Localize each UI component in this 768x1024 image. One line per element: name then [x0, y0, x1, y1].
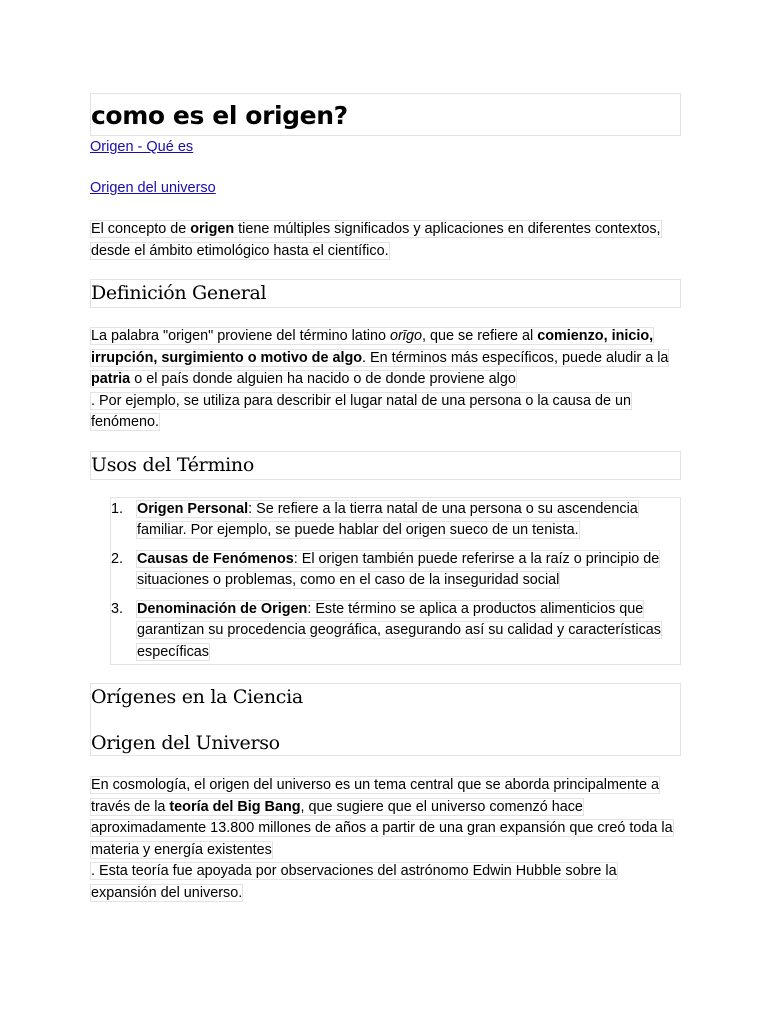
universo-paragraph — [90, 775, 681, 904]
definicion-text-cont: . Por ejemplo, se utiliza para describir el lugar natal de una persona o la causa de un fenómeno. — [91, 392, 631, 430]
list-item — [111, 499, 680, 542]
heading-ciencia: Orígenes en la Ciencia — [91, 686, 303, 708]
list-number: 3. — [111, 600, 124, 617]
list-number: 1. — [111, 500, 124, 517]
link-origen-que-es[interactable]: Origen - Qué es — [90, 139, 194, 155]
list-item-text: Denominación de Origen: Este término se aplica a productos alimenticios que garantizan su procedencia geográfica, asegurando así su calidad y características específicas — [137, 600, 661, 660]
heading-definicion-box — [90, 279, 681, 308]
intro-paragraph — [90, 219, 681, 262]
definicion-paragraph — [90, 326, 681, 434]
list-item-text: Origen Personal: Se refiere a la tierra natal de una persona o su ascendencia familiar. Por ejemplo, se puede hablar del origen sueco de un tenista. — [137, 500, 638, 538]
heading-universo: Origen del Universo — [91, 732, 280, 754]
heading-ciencia-box — [90, 683, 681, 756]
title-box — [90, 93, 681, 136]
list-item — [111, 599, 680, 664]
definicion-text: La palabra "origen" proviene del término latino orīgo, que se refiere al comienzo, inicio, irrupción, surgimiento o motivo de algo. En términos más específicos, puede aludir a la patria o el país donde alguien ha nacido o de donde proviene algo — [91, 328, 669, 387]
intro-text: El concepto de origen tiene múltiples significados y aplicaciones en diferentes contextos, desde el ámbito etimológico hasta el científico. — [91, 221, 661, 259]
list-number: 2. — [111, 550, 124, 567]
document-page — [90, 93, 681, 904]
uses-list — [110, 497, 681, 666]
universo-text-cont: . Esta teoría fue apoyada por observaciones del astrónomo Edwin Hubble sobre la expansión del universo. — [91, 863, 617, 901]
heading-usos-box — [90, 451, 681, 480]
universo-text: En cosmología, el origen del universo es un tema central que se aborda principalmente a través de la teoría del Big Bang, que sugiere que el universo comenzó hace aproximadamente 13.800 millones de años a partir de una gran expansión que creó toda la materia y energía existentes — [91, 777, 673, 858]
heading-definicion: Definición General — [91, 282, 267, 304]
heading-usos: Usos del Término — [91, 453, 255, 476]
list-item — [111, 549, 680, 592]
page-title: como es el origen? — [91, 101, 348, 130]
link-origen-del-universo[interactable]: Origen del universo — [90, 180, 216, 196]
list-item-text: Causas de Fenómenos: El origen también puede referirse a la raíz o principio de situaciones o problemas, como en el caso de la inseguridad social — [137, 550, 660, 588]
